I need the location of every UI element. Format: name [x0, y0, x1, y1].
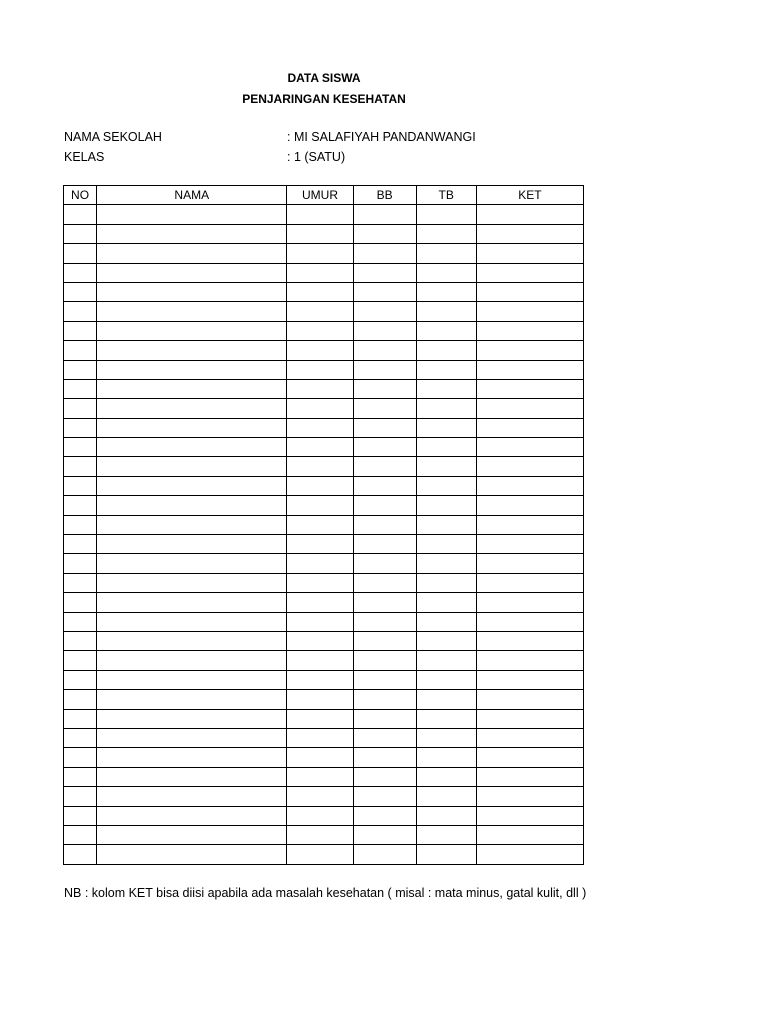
- table-cell-ket[interactable]: [476, 806, 583, 825]
- table-cell-umur[interactable]: [287, 767, 353, 786]
- table-cell-no[interactable]: [64, 631, 97, 650]
- table-cell-umur[interactable]: [287, 418, 353, 437]
- table-cell-umur[interactable]: [287, 612, 353, 631]
- table-cell-tb[interactable]: [416, 554, 476, 573]
- column-header-no: NO: [64, 186, 97, 205]
- table-cell-tb[interactable]: [416, 631, 476, 650]
- table-cell-nama[interactable]: [97, 573, 287, 592]
- table-cell-nama[interactable]: [97, 767, 287, 786]
- table-cell-umur[interactable]: [287, 806, 353, 825]
- table-cell-bb[interactable]: [353, 845, 416, 864]
- table-cell-bb[interactable]: [353, 224, 416, 243]
- column-header-nama: NAMA: [97, 186, 287, 205]
- table-cell-umur[interactable]: [287, 244, 353, 263]
- table-cell-nama[interactable]: [97, 224, 287, 243]
- table-cell-nama[interactable]: [97, 379, 287, 398]
- table-row: [64, 806, 584, 825]
- table-row: [64, 282, 584, 301]
- table-cell-no[interactable]: [64, 845, 97, 864]
- table-cell-tb[interactable]: [416, 341, 476, 360]
- table-cell-no[interactable]: [64, 360, 97, 379]
- table-cell-tb[interactable]: [416, 399, 476, 418]
- table-cell-bb[interactable]: [353, 418, 416, 437]
- table-cell-no[interactable]: [64, 205, 97, 224]
- table-row: [64, 321, 584, 340]
- table-cell-ket[interactable]: [476, 728, 583, 747]
- table-cell-ket[interactable]: [476, 205, 583, 224]
- table-cell-bb[interactable]: [353, 573, 416, 592]
- table-cell-nama[interactable]: [97, 748, 287, 767]
- table-cell-nama[interactable]: [97, 515, 287, 534]
- table-cell-bb[interactable]: [353, 282, 416, 301]
- table-row: [64, 399, 584, 418]
- table-cell-nama[interactable]: [97, 631, 287, 650]
- table-cell-umur[interactable]: [287, 728, 353, 747]
- table-cell-no[interactable]: [64, 438, 97, 457]
- table-cell-no[interactable]: [64, 263, 97, 282]
- table-cell-bb[interactable]: [353, 690, 416, 709]
- table-row: [64, 438, 584, 457]
- table-cell-no[interactable]: [64, 379, 97, 398]
- table-cell-umur[interactable]: [287, 748, 353, 767]
- table-cell-umur[interactable]: [287, 670, 353, 689]
- table-cell-nama[interactable]: [97, 787, 287, 806]
- table-cell-tb[interactable]: [416, 573, 476, 592]
- table-cell-nama[interactable]: [97, 651, 287, 670]
- table-row: [64, 496, 584, 515]
- table-cell-no[interactable]: [64, 806, 97, 825]
- table-cell-no[interactable]: [64, 282, 97, 301]
- table-cell-ket[interactable]: [476, 418, 583, 437]
- footnote: NB : kolom KET bisa diisi apabila ada masalah kesehatan ( misal : mata minus, gatal kulit, dll ): [64, 886, 587, 900]
- table-cell-ket[interactable]: [476, 612, 583, 631]
- table-cell-tb[interactable]: [416, 728, 476, 747]
- table-cell-tb[interactable]: [416, 593, 476, 612]
- class-value: : 1 (SATU): [287, 150, 346, 164]
- table-cell-nama[interactable]: [97, 496, 287, 515]
- table-cell-no[interactable]: [64, 825, 97, 844]
- school-label: NAMA SEKOLAH: [64, 130, 162, 144]
- document-subtitle: PENJARINGAN KESEHATAN: [242, 92, 406, 106]
- table-cell-nama[interactable]: [97, 418, 287, 437]
- table-cell-bb[interactable]: [353, 438, 416, 457]
- table-row: [64, 593, 584, 612]
- table-cell-bb[interactable]: [353, 399, 416, 418]
- table-cell-nama[interactable]: [97, 302, 287, 321]
- table-row: [64, 845, 584, 864]
- column-header-umur: UMUR: [287, 186, 353, 205]
- table-row: [64, 244, 584, 263]
- table-row: [64, 728, 584, 747]
- table-cell-tb[interactable]: [416, 709, 476, 728]
- table-cell-bb[interactable]: [353, 341, 416, 360]
- table-cell-no[interactable]: [64, 748, 97, 767]
- table-cell-bb[interactable]: [353, 205, 416, 224]
- table-row: [64, 612, 584, 631]
- table-cell-tb[interactable]: [416, 535, 476, 554]
- table-cell-ket[interactable]: [476, 341, 583, 360]
- table-cell-umur[interactable]: [287, 224, 353, 243]
- table-cell-bb[interactable]: [353, 787, 416, 806]
- table-cell-bb[interactable]: [353, 379, 416, 398]
- table-cell-nama[interactable]: [97, 845, 287, 864]
- table-cell-no[interactable]: [64, 535, 97, 554]
- table-cell-tb[interactable]: [416, 418, 476, 437]
- table-cell-umur[interactable]: [287, 573, 353, 592]
- table-cell-tb[interactable]: [416, 515, 476, 534]
- table-cell-nama[interactable]: [97, 321, 287, 340]
- table-row: [64, 360, 584, 379]
- table-cell-umur[interactable]: [287, 690, 353, 709]
- table-cell-umur[interactable]: [287, 825, 353, 844]
- table-cell-nama[interactable]: [97, 457, 287, 476]
- table-cell-bb[interactable]: [353, 263, 416, 282]
- table-cell-umur[interactable]: [287, 263, 353, 282]
- column-header-bb: BB: [353, 186, 416, 205]
- table-cell-umur[interactable]: [287, 457, 353, 476]
- table-cell-nama[interactable]: [97, 690, 287, 709]
- table-cell-tb[interactable]: [416, 360, 476, 379]
- table-cell-no[interactable]: [64, 709, 97, 728]
- table-row: [64, 535, 584, 554]
- table-cell-bb[interactable]: [353, 709, 416, 728]
- table-cell-nama[interactable]: [97, 399, 287, 418]
- table-cell-umur[interactable]: [287, 651, 353, 670]
- table-cell-umur[interactable]: [287, 554, 353, 573]
- table-cell-bb[interactable]: [353, 321, 416, 340]
- table-cell-no[interactable]: [64, 787, 97, 806]
- table-cell-umur[interactable]: [287, 341, 353, 360]
- table-cell-ket[interactable]: [476, 476, 583, 495]
- table-row: [64, 573, 584, 592]
- table-cell-no[interactable]: [64, 418, 97, 437]
- table-cell-bb[interactable]: [353, 302, 416, 321]
- table-row: [64, 631, 584, 650]
- table-cell-nama[interactable]: [97, 341, 287, 360]
- table-cell-ket[interactable]: [476, 748, 583, 767]
- table-cell-nama[interactable]: [97, 825, 287, 844]
- table-cell-tb[interactable]: [416, 767, 476, 786]
- table-cell-tb[interactable]: [416, 379, 476, 398]
- table-row: [64, 476, 584, 495]
- table-cell-ket[interactable]: [476, 554, 583, 573]
- table-cell-umur[interactable]: [287, 399, 353, 418]
- table-cell-ket[interactable]: [476, 690, 583, 709]
- table-cell-ket[interactable]: [476, 593, 583, 612]
- table-cell-bb[interactable]: [353, 767, 416, 786]
- table-cell-ket[interactable]: [476, 631, 583, 650]
- table-row: [64, 457, 584, 476]
- table-cell-no[interactable]: [64, 670, 97, 689]
- table-row: [64, 554, 584, 573]
- table-row: [64, 418, 584, 437]
- table-row: [64, 651, 584, 670]
- table-cell-umur[interactable]: [287, 321, 353, 340]
- table-header-row: [64, 186, 584, 205]
- table-cell-tb[interactable]: [416, 845, 476, 864]
- table-cell-nama[interactable]: [97, 554, 287, 573]
- table-cell-bb[interactable]: [353, 670, 416, 689]
- table-cell-umur[interactable]: [287, 496, 353, 515]
- table-cell-umur[interactable]: [287, 205, 353, 224]
- table-cell-bb[interactable]: [353, 244, 416, 263]
- table-cell-nama[interactable]: [97, 593, 287, 612]
- table-cell-umur[interactable]: [287, 438, 353, 457]
- table-row: [64, 690, 584, 709]
- table-row: [64, 787, 584, 806]
- table-cell-tb[interactable]: [416, 224, 476, 243]
- table-cell-tb[interactable]: [416, 244, 476, 263]
- table-cell-nama[interactable]: [97, 282, 287, 301]
- class-label: KELAS: [64, 150, 105, 164]
- table-row: [64, 263, 584, 282]
- table-cell-umur[interactable]: [287, 379, 353, 398]
- table-cell-tb[interactable]: [416, 612, 476, 631]
- table-cell-no[interactable]: [64, 515, 97, 534]
- table-cell-ket[interactable]: [476, 535, 583, 554]
- table-cell-nama[interactable]: [97, 806, 287, 825]
- table-cell-umur[interactable]: [287, 845, 353, 864]
- table-cell-nama[interactable]: [97, 205, 287, 224]
- table-cell-umur[interactable]: [287, 476, 353, 495]
- table-cell-ket[interactable]: [476, 825, 583, 844]
- table-cell-bb[interactable]: [353, 457, 416, 476]
- table-cell-umur[interactable]: [287, 360, 353, 379]
- document-title: DATA SISWA: [287, 71, 361, 85]
- table-cell-bb[interactable]: [353, 631, 416, 650]
- table-cell-nama[interactable]: [97, 612, 287, 631]
- table-cell-no[interactable]: [64, 496, 97, 515]
- table-row: [64, 825, 584, 844]
- student-data-table: [63, 185, 584, 865]
- table-cell-tb[interactable]: [416, 690, 476, 709]
- table-cell-ket[interactable]: [476, 651, 583, 670]
- table-cell-no[interactable]: [64, 476, 97, 495]
- table-cell-umur[interactable]: [287, 515, 353, 534]
- column-header-tb: TB: [416, 186, 476, 205]
- table-cell-no[interactable]: [64, 341, 97, 360]
- table-row: [64, 341, 584, 360]
- table-cell-bb[interactable]: [353, 806, 416, 825]
- table-cell-ket[interactable]: [476, 515, 583, 534]
- table-cell-umur[interactable]: [287, 535, 353, 554]
- table-cell-ket[interactable]: [476, 360, 583, 379]
- table-row: [64, 224, 584, 243]
- table-cell-tb[interactable]: [416, 787, 476, 806]
- table-cell-nama[interactable]: [97, 535, 287, 554]
- table-cell-tb[interactable]: [416, 438, 476, 457]
- table-cell-umur[interactable]: [287, 302, 353, 321]
- table-cell-ket[interactable]: [476, 302, 583, 321]
- table-cell-tb[interactable]: [416, 806, 476, 825]
- table-cell-tb[interactable]: [416, 670, 476, 689]
- table-cell-nama[interactable]: [97, 263, 287, 282]
- table-cell-nama[interactable]: [97, 709, 287, 728]
- table-cell-tb[interactable]: [416, 457, 476, 476]
- table-cell-nama[interactable]: [97, 728, 287, 747]
- table-body: [64, 205, 584, 864]
- table-cell-umur[interactable]: [287, 282, 353, 301]
- table-cell-nama[interactable]: [97, 438, 287, 457]
- table-cell-bb[interactable]: [353, 476, 416, 495]
- table-cell-no[interactable]: [64, 612, 97, 631]
- table-cell-tb[interactable]: [416, 302, 476, 321]
- table-cell-ket[interactable]: [476, 496, 583, 515]
- table-cell-tb[interactable]: [416, 282, 476, 301]
- school-value: : MI SALAFIYAH PANDANWANGI: [287, 130, 476, 144]
- table-cell-ket[interactable]: [476, 573, 583, 592]
- table-cell-no[interactable]: [64, 690, 97, 709]
- table-row: [64, 379, 584, 398]
- table-cell-ket[interactable]: [476, 244, 583, 263]
- table-cell-no[interactable]: [64, 573, 97, 592]
- table-cell-ket[interactable]: [476, 787, 583, 806]
- table-cell-bb[interactable]: [353, 554, 416, 573]
- table-cell-tb[interactable]: [416, 651, 476, 670]
- table-cell-bb[interactable]: [353, 496, 416, 515]
- table-cell-ket[interactable]: [476, 845, 583, 864]
- table-cell-ket[interactable]: [476, 767, 583, 786]
- table-cell-tb[interactable]: [416, 496, 476, 515]
- table-cell-tb[interactable]: [416, 321, 476, 340]
- table-cell-ket[interactable]: [476, 379, 583, 398]
- table-row: [64, 767, 584, 786]
- table-cell-no[interactable]: [64, 224, 97, 243]
- table-cell-bb[interactable]: [353, 535, 416, 554]
- table-cell-ket[interactable]: [476, 224, 583, 243]
- table-cell-ket[interactable]: [476, 399, 583, 418]
- table-cell-tb[interactable]: [416, 205, 476, 224]
- table-cell-no[interactable]: [64, 767, 97, 786]
- table-cell-no[interactable]: [64, 244, 97, 263]
- table-cell-bb[interactable]: [353, 825, 416, 844]
- table-cell-no[interactable]: [64, 651, 97, 670]
- table-row: [64, 515, 584, 534]
- table-cell-no[interactable]: [64, 554, 97, 573]
- table-cell-no[interactable]: [64, 302, 97, 321]
- table-cell-nama[interactable]: [97, 360, 287, 379]
- table-cell-no[interactable]: [64, 593, 97, 612]
- table-row: [64, 709, 584, 728]
- table-cell-tb[interactable]: [416, 263, 476, 282]
- table-cell-umur[interactable]: [287, 709, 353, 728]
- column-header-ket: KET: [476, 186, 583, 205]
- table-cell-bb[interactable]: [353, 728, 416, 747]
- table-cell-bb[interactable]: [353, 360, 416, 379]
- table-cell-no[interactable]: [64, 457, 97, 476]
- table-cell-tb[interactable]: [416, 476, 476, 495]
- table-cell-ket[interactable]: [476, 670, 583, 689]
- table-cell-tb[interactable]: [416, 825, 476, 844]
- table-cell-no[interactable]: [64, 399, 97, 418]
- table-cell-bb[interactable]: [353, 651, 416, 670]
- table-cell-ket[interactable]: [476, 282, 583, 301]
- table-row: [64, 670, 584, 689]
- table-cell-ket[interactable]: [476, 457, 583, 476]
- table-cell-umur[interactable]: [287, 787, 353, 806]
- table-cell-bb[interactable]: [353, 748, 416, 767]
- table-cell-bb[interactable]: [353, 612, 416, 631]
- table-cell-bb[interactable]: [353, 593, 416, 612]
- table-cell-bb[interactable]: [353, 515, 416, 534]
- table-row: [64, 748, 584, 767]
- table-cell-ket[interactable]: [476, 263, 583, 282]
- table-cell-ket[interactable]: [476, 321, 583, 340]
- table-cell-nama[interactable]: [97, 670, 287, 689]
- table-cell-umur[interactable]: [287, 593, 353, 612]
- table-cell-no[interactable]: [64, 728, 97, 747]
- table-cell-nama[interactable]: [97, 476, 287, 495]
- table-cell-tb[interactable]: [416, 748, 476, 767]
- table-cell-umur[interactable]: [287, 631, 353, 650]
- table-cell-no[interactable]: [64, 321, 97, 340]
- table-cell-ket[interactable]: [476, 438, 583, 457]
- table-cell-nama[interactable]: [97, 244, 287, 263]
- table-row: [64, 205, 584, 224]
- table-row: [64, 302, 584, 321]
- table-cell-ket[interactable]: [476, 709, 583, 728]
